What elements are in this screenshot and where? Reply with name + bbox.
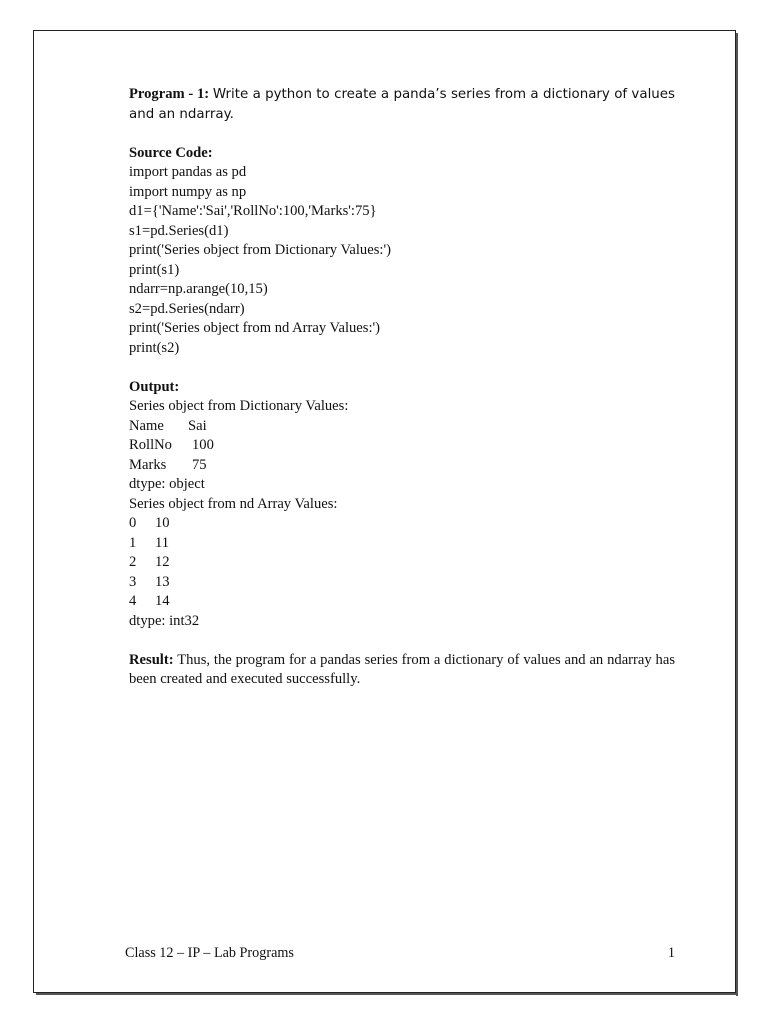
footer-title: Class 12 – IP – Lab Programs: [125, 945, 294, 961]
source-code-label: Source Code:: [129, 144, 213, 161]
output-heading-dict: Series object from Dictionary Values:: [129, 398, 349, 414]
code-line: print('Series object from nd Array Values:'): [129, 320, 380, 336]
code-line: s2=pd.Series(ndarr): [129, 300, 245, 317]
output-row: Marks 75: [129, 456, 207, 473]
code-line: import pandas as pd: [129, 164, 247, 180]
result-label: Result:: [129, 651, 174, 668]
output-row: 2 12: [129, 554, 170, 570]
result-paragraph: [129, 651, 675, 690]
code-line: s1=pd.Series(d1): [129, 222, 229, 239]
code-line: d1={'Name':'Sai','RollNo':100,'Marks':75}: [129, 203, 377, 219]
code-line: print(s1): [129, 261, 180, 278]
output-row: 1 11: [129, 534, 170, 551]
output-row: 4 14: [129, 593, 170, 609]
code-line: import numpy as np: [129, 183, 247, 200]
page-footer: [125, 945, 675, 962]
page-shadow: [36, 993, 738, 995]
output-section: [129, 378, 675, 632]
output-row: RollNo 100: [129, 437, 214, 453]
source-code-section: [129, 144, 675, 359]
page-number: 1: [667, 945, 675, 961]
output-heading-array: Series object from nd Array Values:: [129, 495, 338, 512]
output-row: 3 13: [129, 573, 170, 590]
output-dtype: dtype: object: [129, 476, 205, 492]
program-statement: [129, 85, 675, 124]
result-text: Thus, the program for a pandas series from a dictionary of values and an ndarray has been created and executed successfully.: [129, 651, 675, 687]
code-line: print(s2): [129, 339, 180, 356]
output-row: Name Sai: [129, 417, 207, 434]
output-label: Output:: [129, 378, 180, 395]
code-line: print('Series object from Dictionary Values:'): [129, 242, 391, 258]
document-body: [129, 85, 675, 690]
program-label: Program - 1:: [129, 86, 210, 102]
code-line: ndarr=np.arange(10,15): [129, 281, 268, 297]
page-shadow: [736, 33, 738, 996]
output-dtype: dtype: int32: [129, 612, 200, 629]
program-question: Write a python to create a panda’s series from a dictionary of values and an ndarray.: [129, 87, 675, 122]
output-row: 0 10: [129, 515, 170, 531]
